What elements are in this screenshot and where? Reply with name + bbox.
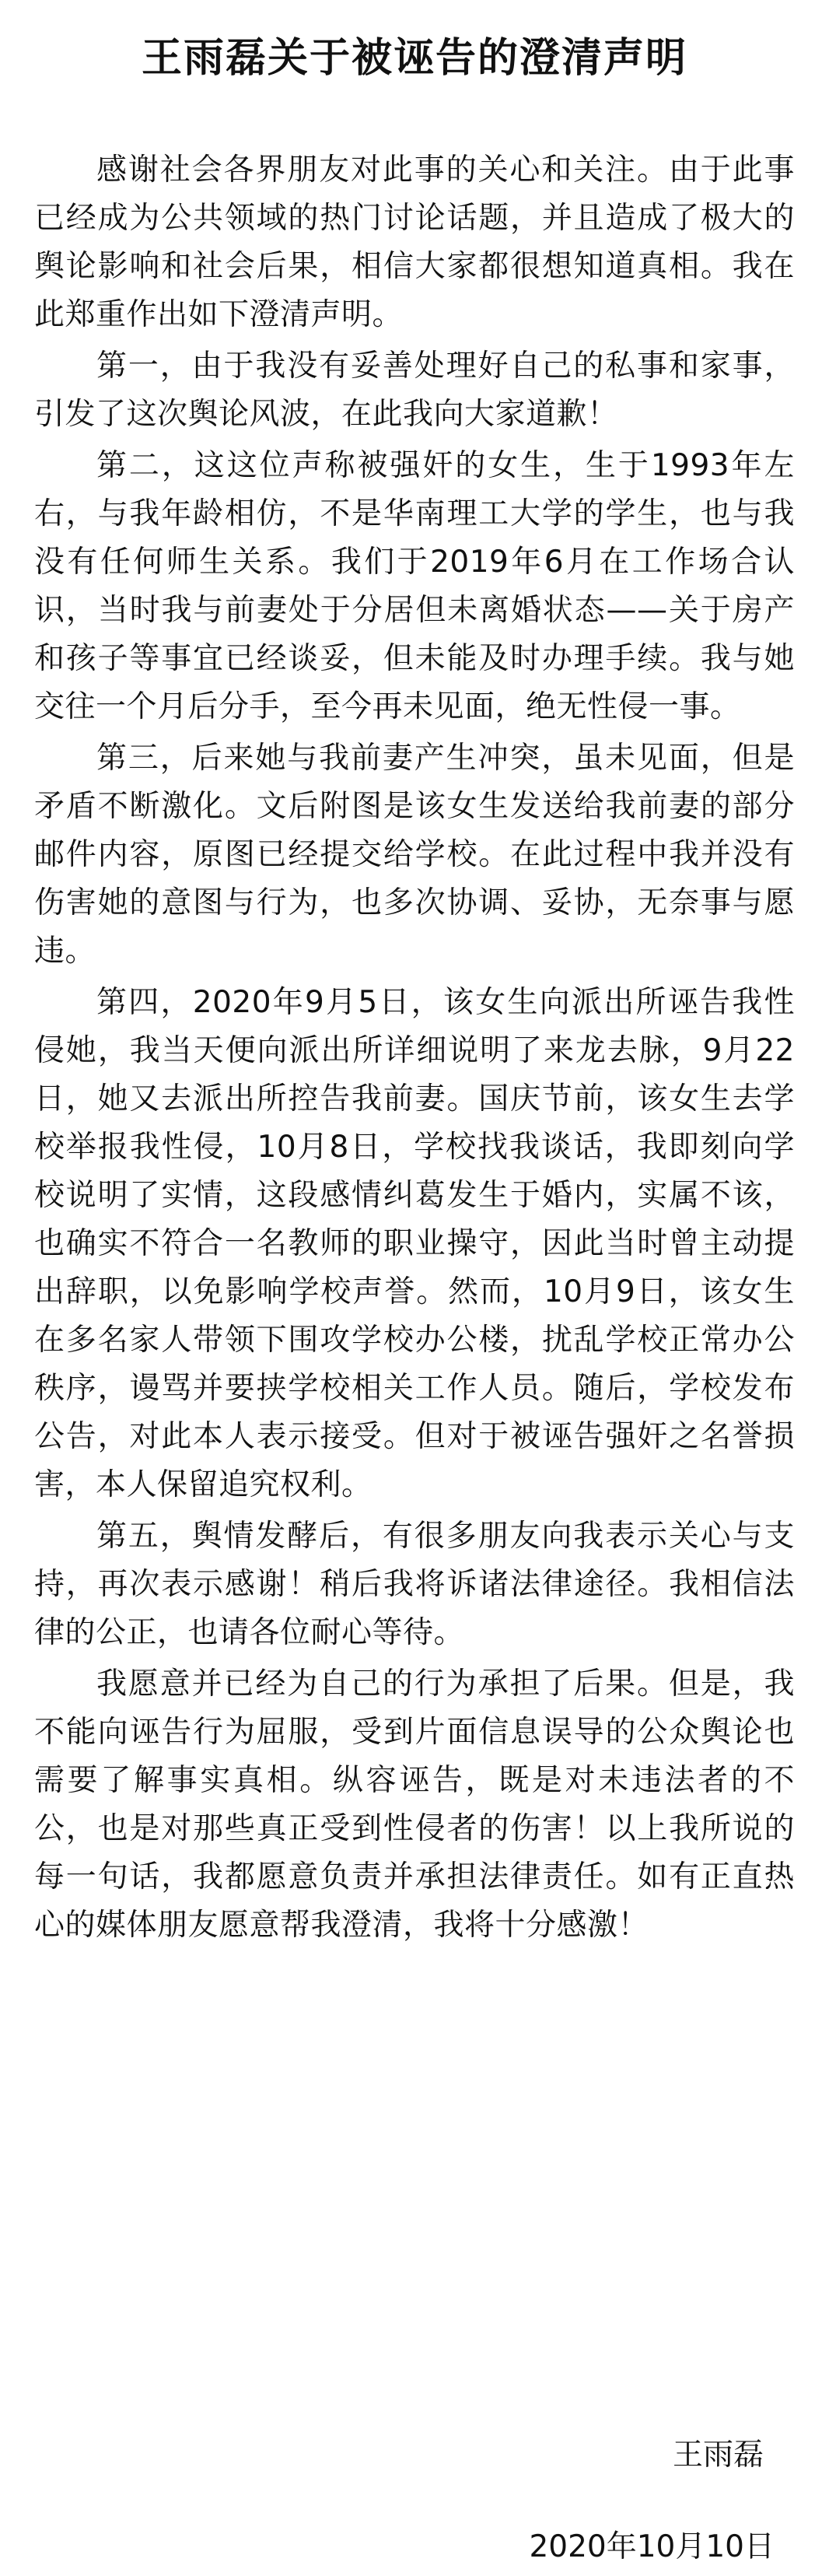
document-title: 王雨磊关于被诬告的澄清声明 [141, 35, 687, 82]
paragraph-fourth: 第四，2020年9月5日，该女生向派出所诬告我性侵她，我当天便向派出所详细说明了来龙去脉，9月22日，她又去派出所控告我前妻。国庆节前，该女生去学校举报我性侵，10月8日，学校找我谈话，我即刻向学校说明了实情，这段感情纠葛发生于婚内，实属不该，也确实不符合一名教师的职业操守，因此当时曾主动提出辞职，以免影响学校声誉。然而，10月9日，该女生在多名家人带领下围攻学校办公楼，扰乱学校正常办公秩序，谩骂并要挟学校相关工作人员。随后，学校发布公告，对此本人表示接受。但对于被诬告强奸之名誉损害，本人保留追究权利。 [34, 985, 795, 1502]
paragraph-closing: 我愿意并已经为自己的行为承担了后果。但是，我不能向诬告行为屈服，受到片面信息误导的公众舆论也需要了解事实真相。纵容诬告，既是对未违法者的不公，也是对那些真正受到性侵者的伤害！以上我所说的每一句话，我都愿意负责并承担法律责任。如有正直热心的媒体朋友愿意帮我澄清，我将十分感激！ [34, 1667, 795, 1943]
paragraph-second: 第二，这这位声称被强奸的女生，生于1993年左右，与我年龄相仿，不是华南理工大学的学生，也与我没有任何师生关系。我们于2019年6月在工作场合认识，当时我与前妻处于分居但未离婚状态——关于房产和孩子等事宜已经谈妥，但未能及时办理手续。我与她交往一个月后分手，至今再未见面，绝无性侵一事。 [34, 448, 795, 724]
signature-date: 2020年10月10日 [529, 2529, 775, 2564]
paragraph-first: 第一，由于我没有妥善处理好自己的私事和家事，引发了这次舆论风波，在此我向大家道歉！ [34, 349, 795, 432]
paragraph-third: 第三，后来她与我前妻产生冲突，虽未见面，但是矛盾不断激化。文后附图是该女生发送给我前妻的部分邮件内容，原图已经提交给学校。在此过程中我并没有伤害她的意图与行为，也多次协调、妥协，无奈事与愿违。 [34, 741, 795, 969]
signature-name: 王雨磊 [672, 2438, 764, 2473]
document-body [34, 146, 795, 1950]
signature-block [529, 2431, 775, 2571]
paragraph-intro: 感谢社会各界朋友对此事的关心和关注。由于此事已经成为公共领域的热门讨论话题，并且造成了极大的舆论影响和社会后果，相信大家都很想知道真相。我在此郑重作出如下澄清声明。 [34, 152, 795, 332]
paragraph-fifth: 第五，舆情发酵后，有很多朋友向我表示关心与支持，再次表示感谢！稍后我将诉诸法律途径。我相信法律的公正，也请各位耐心等待。 [34, 1519, 795, 1650]
